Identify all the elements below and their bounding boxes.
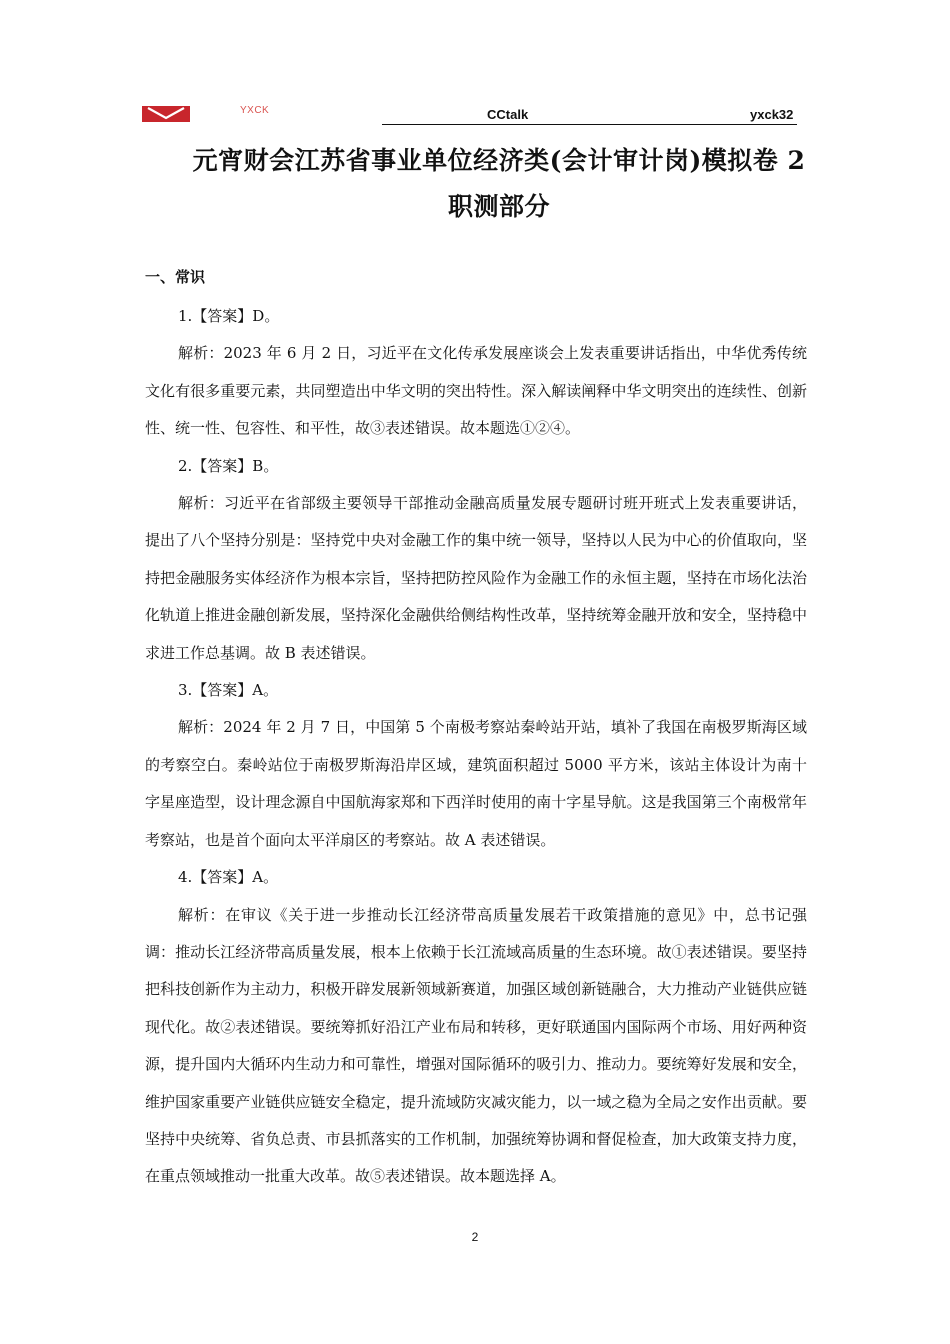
answer-3: 3.【答案】A。 [178, 681, 279, 700]
document-subtitle: 职测部分 [447, 192, 550, 221]
logo-text: YXCK [240, 105, 270, 116]
answer-4: 4.【答案】A。 [178, 868, 279, 887]
header-center-text: CCtalk [487, 107, 529, 122]
explanation-1: 解析：2023 年 6 月 2 日，习近平在文化传承发展座谈会上发表重要讲话指出，中华优秀传统文化有很多重要元素，共同塑造出中华文明的突出特性。深入解读阐释中华文明突出的连续性、创新性、统一性、包容性、和平性，故③表述错误。故本题选①②④。 [145, 344, 807, 438]
page-header [142, 104, 802, 124]
explanation-4: 解析：在审议《关于进一步推动长江经济带高质量发展若干政策措施的意见》中，总书记强调：推动长江经济带高质量发展，根本上依赖于长江流域高质量的生态环境。故①表述错误。要坚持把科技创新作为主动力，积极开辟发展新领域新赛道，加强区域创新链融合，大力推动产业链供应链现代化。故②表述错误。要统筹抓好沿江产业布局和转移，更好联通国内国际两个市场、用好两种资源，提升国内大循环内生动力和可靠性，增强对国际循环的吸引力、推动力。要统筹好发展和安全，维护国家重要产业链供应链安全稳定，提升流域防灾减灾能力，以一域之稳为全局之安作出贡献。要坚持中央统筹、省负总责、市县抓落实的工作机制，加强统筹协调和督促检查，加大政策支持力度，在重点领域推动一批重大改革。故⑤表述错误。故本题选择 A。 [145, 905, 807, 1186]
document-title: 元宵财会江苏省事业单位经济类(会计审计岗)模拟卷 2 [192, 146, 806, 175]
section-heading: 一、常识 [145, 268, 206, 286]
header-right-text: yxck32 [750, 107, 794, 122]
answer-list [145, 298, 807, 1196]
explanation-3: 解析：2024 年 2 月 7 日，中国第 5 个南极考察站秦岭站开站，填补了我国在南极罗斯海区域的考察空白。秦岭站位于南极罗斯海沿岸区域，建筑面积超过 5000 平方米，该站主体设计为南十字星座造型，设计理念源自中国航海家郑和下西洋时使用的南十字星导航。这是我国第三个南极常年考察站，也是首个面向太平洋扇区的考察站。故 A 表述错误。 [145, 718, 807, 849]
answer-2: 2.【答案】B。 [178, 456, 279, 475]
explanation-2: 解析：习近平在省部级主要领导干部推动金融高质量发展专题研讨班开班式上发表重要讲话，提出了八个坚持分别是：坚持党中央对金融工作的集中统一领导，坚持以人民为中心的价值取向，坚持把金融服务实体经济作为根本宗旨，坚持把防控风险作为金融工作的永恒主题，坚持在市场化法治化轨道上推进金融创新发展，坚持深化金融供给侧结构性改革，坚持统筹金融开放和安全，坚持稳中求进工作总基调。故 B 表述错误。 [145, 494, 807, 662]
logo-icon [142, 106, 190, 122]
answer-1: 1.【答案】D。 [178, 307, 280, 325]
header-rule [382, 124, 797, 125]
page-number: 2 [471, 1230, 479, 1244]
